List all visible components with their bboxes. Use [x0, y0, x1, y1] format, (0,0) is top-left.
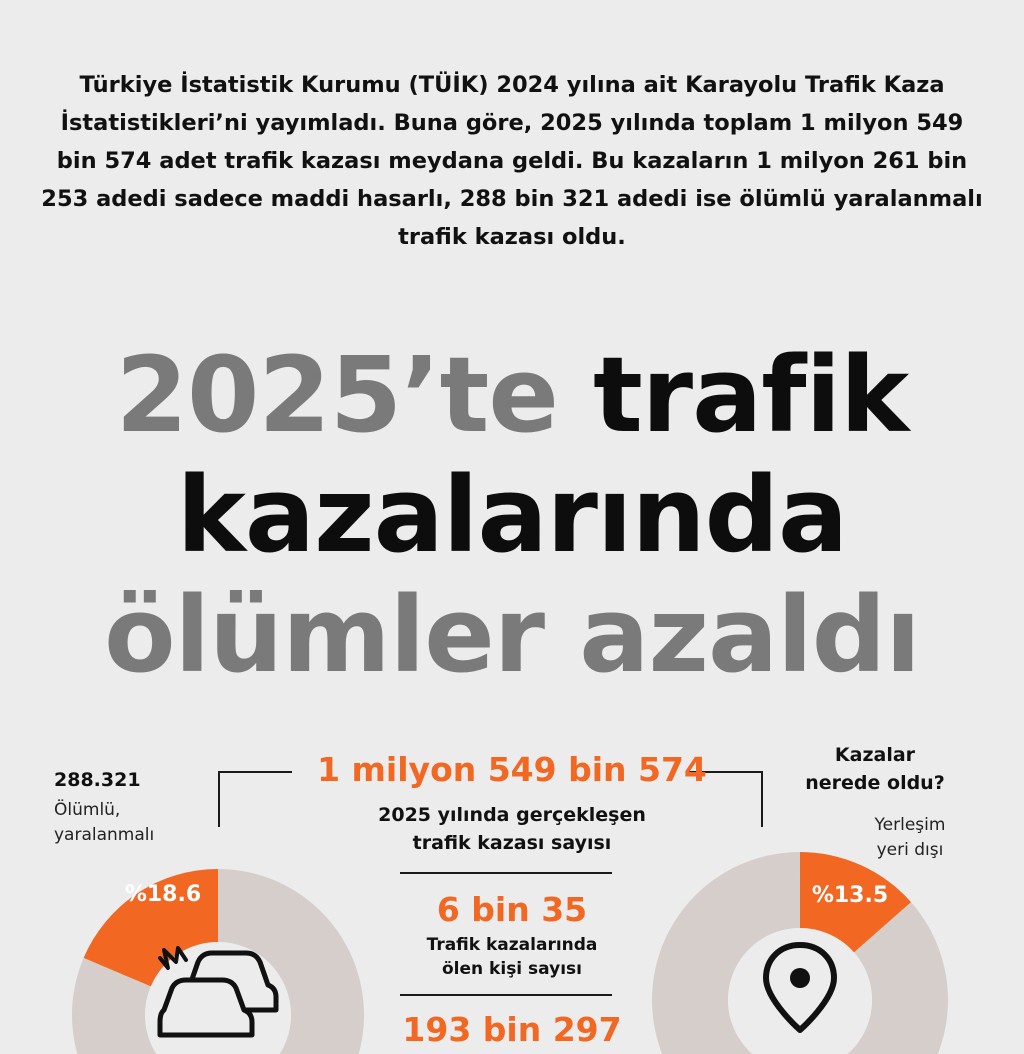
- total-accidents-label-2: trafik kazası sayısı: [412, 832, 612, 854]
- right-question-2: nerede oldu?: [805, 772, 945, 794]
- deaths-label-1: Trafik kazalarında: [426, 935, 598, 955]
- headline-year: 2025’te: [115, 334, 558, 456]
- right-label-2: yeri dışı: [876, 840, 944, 860]
- right-percent-label: %13.5: [811, 883, 889, 908]
- left-label-2: yaralanmalı: [54, 825, 155, 845]
- left-percent-label: %18.6: [124, 882, 202, 907]
- total-accidents-label-1: 2025 yılında gerçekleşen: [378, 804, 646, 826]
- deaths-label-2: ölen kişi sayısı: [442, 959, 582, 979]
- headline-trafik: trafik: [593, 334, 909, 456]
- headline-line-2: kazalarında: [176, 454, 848, 576]
- total-accidents-value: 1 milyon 549 bin 574: [317, 750, 707, 789]
- headline-line-3: ölümler azaldı: [104, 574, 920, 696]
- intro-paragraph: Türkiye İstatistik Kurumu (TÜİK) 2024 yılına ait Karayolu Trafik Kaza İstatistikleri’ni yayımladı. Buna göre, 2025 yılında toplam 1 milyon 549 bin 574 adet trafik kazası meydana geldi. Bu kazaların 1 milyon 261 bin 253 adedi sadece maddi hasarlı, 288 bin 321 adedi ise ölümlü yaralanmalı trafik kazası oldu.: [41, 72, 983, 250]
- right-label-1: Yerleşim: [874, 815, 946, 835]
- left-label-1: Ölümlü,: [54, 800, 121, 820]
- deaths-value: 6 bin 35: [436, 890, 588, 929]
- left-count: 288.321: [54, 769, 141, 791]
- partial-stat-value: 193 bin 297: [402, 1010, 622, 1049]
- right-question-1: Kazalar: [834, 744, 916, 766]
